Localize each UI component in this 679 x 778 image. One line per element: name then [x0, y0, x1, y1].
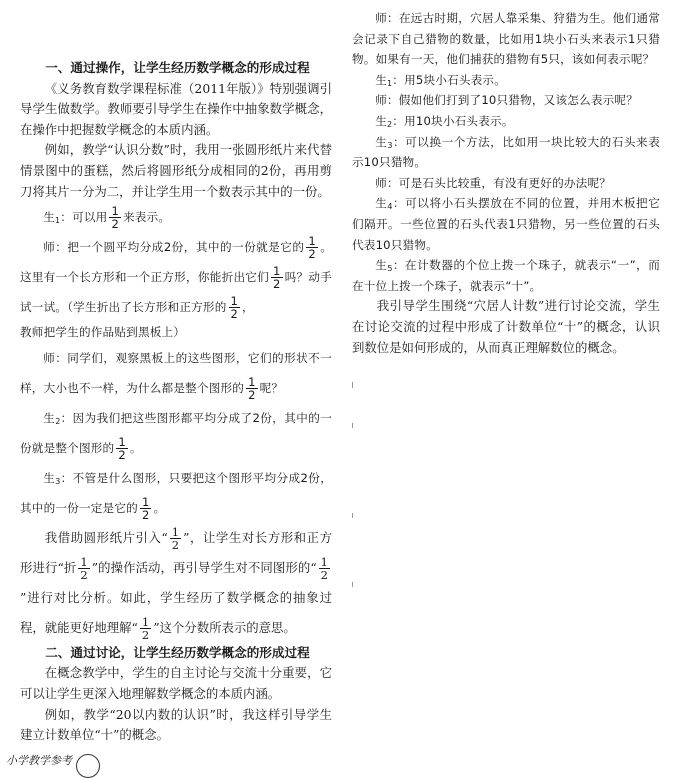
fraction-one-half: $\frac{1}{2}$ — [273, 264, 281, 292]
dialogue-line: 生$_1$：用5块小石头表示。 — [375, 72, 507, 88]
scan-mark — [352, 582, 353, 587]
dialogue-line: 生$_2$：因为我们把这些图形都平均分成了2份，其中的一份就是整个图形的 $\frac{1}{2}$ 。 — [20, 410, 333, 462]
fraction-one-half: $\frac{1}{2}$ — [248, 374, 256, 402]
fraction-one-half: $\frac{1}{2}$ — [80, 554, 88, 582]
dialogue-line: 生$_3$：不管是什么图形，只要把这个图形平均分成2份，其中的一份一定是它的 $\frac{1}{2}$ 。 — [20, 470, 333, 522]
dialogue-line: 师：可是石头比较重，有没有更好的办法呢？ — [375, 175, 612, 190]
fraction-one-half: $\frac{1}{2}$ — [141, 494, 150, 522]
dialogue-line: 师：在远古时期，穴居人靠采集、狩猎为生。他们通常会记录下自己猎物的数量，比如用1块小石头来表示1只猎物。如果有一天，他们捕获的猎物有5只，该如何表示呢？ — [352, 11, 660, 67]
scan-mark — [352, 513, 353, 518]
dialogue-line: 生$_5$：在计数器的个位上拨一个珠子，就表示“一”，而在十位上拨一个珠子，就表示“十”。 — [352, 258, 660, 293]
dialogue-line: 师：同学们，观察黑板上的这些图形，它们的形状不一样，大小也不一样，为什么都是整个图形的 $\frac{1}{2}$ 呢？ — [20, 350, 332, 402]
fraction-one-half: $\frac{1}{2}$ — [230, 294, 239, 322]
paragraph: 例如，教学“20以内数的认识”时，我这样引导学生建立计数单位“十”的概念。 — [20, 706, 332, 743]
left-column — [20, 0, 332, 746]
page-number-badge — [76, 754, 100, 778]
paragraph: 在概念教学中，学生的自主讨论与交流十分重要，它可以让学生更深入地理解数学概念的本质内涵。 — [20, 665, 332, 701]
fraction-one-half: $\frac{1}{2}$ — [171, 524, 180, 552]
dialogue-line: 师：把一个圆平均分成2份，其中的一份就是它的 $\frac{1}{2}$ 。这里有一个长方形和一个正方形，你能折出它们 $\frac{1}{2}$ 吗？动手试一试。（学生折出了长方形和正方形的 $\frac{1}{2}$ ， — [20, 234, 333, 322]
scan-mark — [352, 382, 353, 388]
paragraph: 我借助圆形纸片引入“ $\frac{1}{2}$ ”，让学生对长方形和正方形进行“折 $\frac{1}{2}$ ”的操作活动，再引导学生对不同图形的“ $\frac{1}{2}$ ”进行对比分析。如此，学生经历了数学概念的抽象过程，就能更好地理解“ $\frac{1}{2}$ ”这个分数所表示的意思。 — [20, 524, 332, 642]
dialogue-line: 生$_2$：用10块小石头表示。 — [375, 113, 514, 129]
journal-footer: 小学教学参考 — [6, 754, 72, 767]
fraction-one-half: $\frac{1}{2}$ — [141, 614, 150, 642]
scan-mark — [352, 423, 353, 428]
section-heading-1: 一、通过操作，让学生经历数学概念的形成过程 — [45, 60, 310, 75]
right-column — [352, 0, 660, 358]
dialogue-line: 生$_4$：可以将小石头摆放在不同的位置，并用木板把它们隔开。一些位置的石头代表1只猎物，另一些位置的石头代表10只猎物。 — [352, 196, 660, 252]
paragraph: 例如，教学“认识分数”时，我用一张圆形纸片来代替情景图中的蛋糕，然后将圆形纸分成相同的2份，再用剪刀将其片一分为二，并让学生用一个数表示其中的一份。 — [20, 142, 332, 199]
paragraph: 我引导学生围绕“穴居人计数”进行讨论交流，学生在讨论交流的过程中形成了计数单位“十”的概念，认识到数位是如何形成的，从而真正理解数位的概念。 — [352, 298, 660, 355]
dialogue-line: 生$_3$：可以换一个方法，比如用一块比较大的石头来表示10只猎物。 — [352, 134, 660, 170]
dialogue-line: 教师把学生的作品贴到黑板上） — [20, 325, 186, 340]
dialogue-line: 生$_1$：可以用 $\frac{1}{2}$ 来表示。 — [43, 204, 171, 232]
paragraph: 《义务教育数学课程标准（2011年版）》特别强调引导学生做数学。教师要引导学生在操作中抽象数学概念，在操作中把握数学概念的本质内涵。 — [20, 80, 332, 137]
fraction-one-half: $\frac{1}{2}$ — [111, 204, 119, 232]
section-heading-2: 二、通过讨论，让学生经历数学概念的形成过程 — [45, 644, 310, 660]
fraction-one-half: $\frac{1}{2}$ — [320, 554, 328, 582]
dialogue-line: 师：假如他们打到了10只猎物，又该怎么表示呢？ — [375, 93, 639, 108]
fraction-one-half: $\frac{1}{2}$ — [308, 234, 316, 262]
fraction-one-half: $\frac{1}{2}$ — [118, 434, 126, 462]
